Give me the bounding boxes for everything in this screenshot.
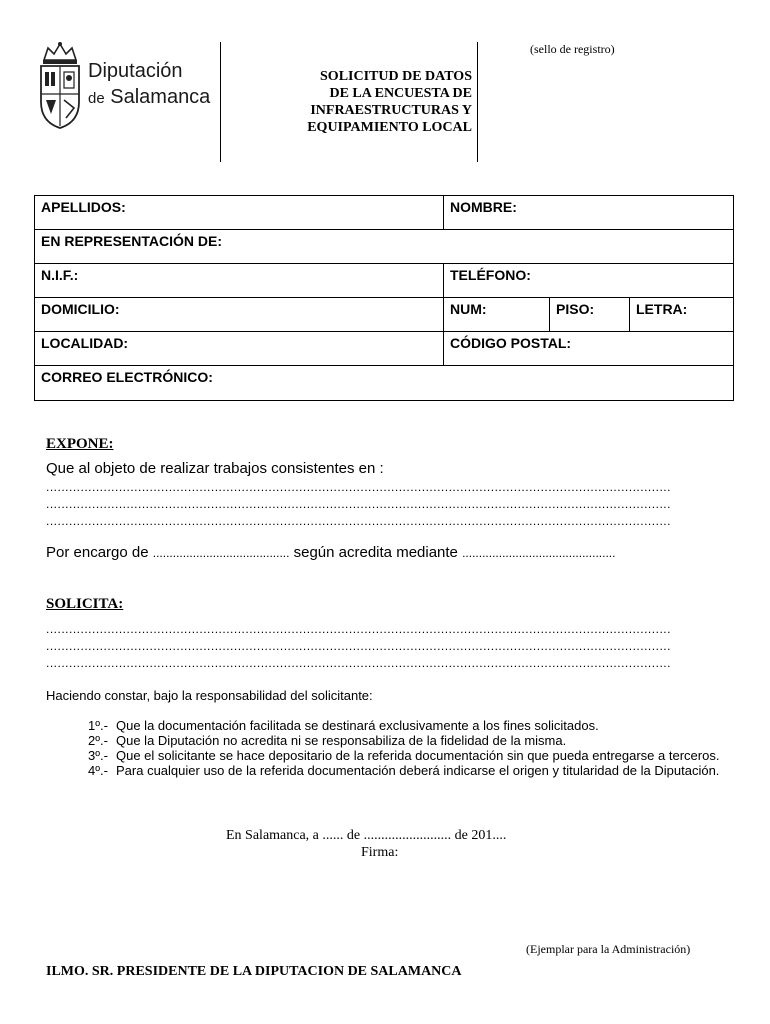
expone-heading: EXPONE: (46, 436, 114, 452)
title-line: DE LA ENCUESTA DE (329, 86, 472, 101)
acredita-blank[interactable]: .............................................. (462, 546, 616, 560)
acredita-label: según acredita mediante (293, 544, 458, 561)
representacion-label: EN REPRESENTACIÓN DE: (41, 233, 222, 249)
form-row-email (35, 366, 733, 400)
domicilio-label: DOMICILIO: (41, 301, 120, 317)
nombre-field[interactable] (443, 196, 733, 229)
expone-intro: Que al objeto de realizar trabajos consistentes en : (46, 460, 384, 477)
title-line: SOLICITUD DE DATOS (320, 69, 472, 84)
condition-item (88, 733, 728, 748)
encargo-label: Por encargo de (46, 544, 149, 561)
header-divider-right (477, 42, 478, 162)
form-row-nif (35, 264, 733, 298)
org-name-line1: Diputación (88, 60, 183, 82)
solicita-dotline[interactable]: ................................................................................................................................................................... (46, 622, 671, 636)
solicita-dotline[interactable]: ................................................................................................................................................................... (46, 639, 671, 653)
haciendo-constar: Haciendo constar, bajo la responsabilidad del solicitante: (46, 688, 373, 703)
condition-item (88, 748, 728, 763)
condition-text: Que la documentación facilitada se destinará exclusivamente a los fines solicitados. (116, 718, 599, 733)
codigo-postal-label: CÓDIGO POSTAL: (450, 335, 572, 351)
form-row-address (35, 298, 733, 332)
place-date-line[interactable]: En Salamanca, a ...... de ......................... de 201.... (226, 828, 507, 843)
form-row-representation (35, 230, 733, 264)
nif-label: N.I.F.: (41, 267, 79, 283)
addressee: ILMO. SR. PRESIDENTE DE LA DIPUTACION DE SALAMANCA (46, 964, 462, 979)
codigo-postal-field[interactable] (443, 332, 733, 365)
letra-field[interactable] (629, 298, 733, 331)
org-name-de: de (88, 90, 105, 107)
apellidos-label: APELLIDOS: (41, 199, 126, 215)
title-line: EQUIPAMIENTO LOCAL (307, 120, 472, 135)
form-row-locality (35, 332, 733, 366)
telefono-label: TELÉFONO: (450, 267, 531, 283)
form-title (232, 68, 472, 136)
condition-text: Que el solicitante se hace depositario de la referida documentación sin que pueda entregarse a terceros. (116, 748, 720, 763)
localidad-field[interactable] (35, 332, 443, 365)
correo-label: CORREO ELECTRÓNICO: (41, 369, 213, 385)
letra-label: LETRA: (636, 301, 688, 317)
nif-field[interactable] (35, 264, 443, 297)
condition-item (88, 718, 728, 733)
organization-name (88, 58, 210, 112)
solicita-heading: SOLICITA: (46, 596, 124, 612)
signature-label: Firma: (361, 845, 399, 860)
condition-text: Que la Diputación no acredita ni se responsabiliza de la fidelidad de la misma. (116, 733, 567, 748)
title-line: INFRAESTRUCTURAS Y (310, 103, 472, 118)
condition-number: 1º.- (88, 718, 108, 733)
header-divider-left (220, 42, 221, 162)
num-field[interactable] (443, 298, 549, 331)
applicant-data-form (34, 195, 734, 401)
representacion-field[interactable] (35, 230, 733, 263)
condition-number: 2º.- (88, 733, 108, 748)
solicita-dotline[interactable]: ................................................................................................................................................................... (46, 656, 671, 670)
expone-dotline[interactable]: ................................................................................................................................................................... (46, 480, 671, 494)
condition-number: 4º.- (88, 763, 108, 778)
condition-number: 3º.- (88, 748, 108, 763)
encargo-blank[interactable]: ......................................... (152, 546, 290, 560)
piso-field[interactable] (549, 298, 629, 331)
nombre-label: NOMBRE: (450, 199, 517, 215)
telefono-field[interactable] (443, 264, 733, 297)
conditions-list (88, 718, 728, 778)
expone-dotline[interactable]: ................................................................................................................................................................... (46, 514, 671, 528)
coat-of-arms-icon (36, 42, 84, 134)
apellidos-field[interactable] (35, 196, 443, 229)
localidad-label: LOCALIDAD: (41, 335, 129, 351)
correo-field[interactable] (35, 366, 733, 400)
copy-note: (Ejemplar para la Administración) (526, 942, 691, 956)
condition-text: Para cualquier uso de la referida documentación deberá indicarse el origen y titularidad de la Diputación. (116, 763, 720, 778)
registry-stamp-note: (sello de registro) (530, 42, 615, 56)
condition-item (88, 763, 728, 778)
form-row-names (35, 196, 733, 230)
piso-label: PISO: (556, 301, 595, 317)
num-label: NUM: (450, 301, 487, 317)
domicilio-field[interactable] (35, 298, 443, 331)
org-name-line2: Salamanca (110, 86, 211, 108)
encargo-line (46, 544, 726, 561)
expone-dotline[interactable]: ................................................................................................................................................................... (46, 497, 671, 511)
